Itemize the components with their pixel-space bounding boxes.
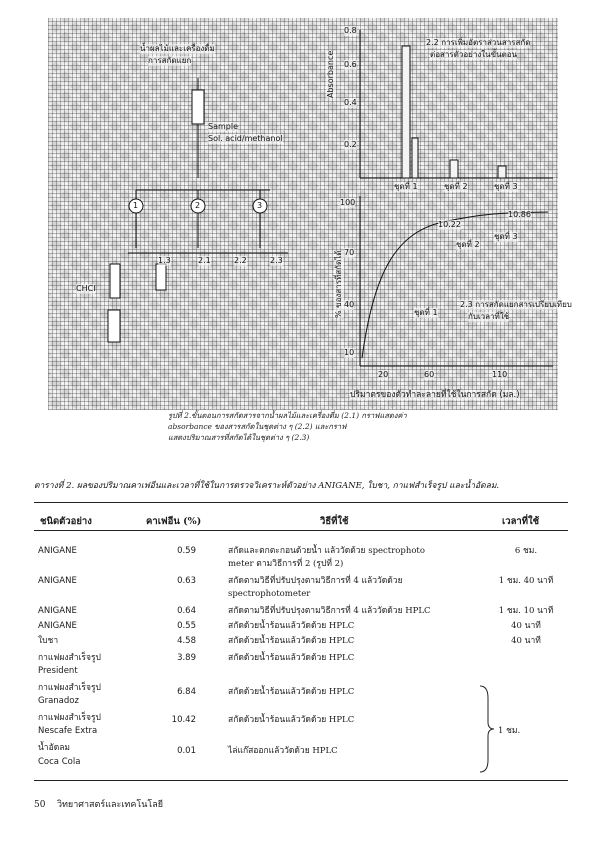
tube-1: [110, 264, 120, 298]
figure-caption: [168, 410, 468, 443]
row-4-method: สกัดด้วยน้ำร้อนแล้ววัดด้วย HPLC: [228, 621, 355, 631]
row-2-time: 1 ชม. 40 นาที: [498, 576, 554, 586]
row-9-method: ไล่แก๊สออกแล้ววัดด้วย HPLC: [228, 746, 338, 756]
row-2-method-line-2: spectrophotometer: [228, 589, 311, 599]
extraction-y-tick-0: 100: [340, 198, 356, 207]
flow-top-label-1: น้ำผลไม้และเครื่องดื่ม: [140, 44, 215, 53]
absorbance-y-tick-6: 0.2: [344, 140, 357, 149]
row-9-sample-line-1: น้ำอัดลม: [38, 743, 71, 753]
header-recovery: คาเฟอีน (%): [146, 516, 202, 527]
flow-tick-1: 1.3: [158, 256, 171, 265]
separatory-funnel: [192, 90, 204, 124]
absorbance-legend-1: 2.2 การเพิ่มอัตราส่วนสารสกัด: [426, 38, 531, 47]
row-8-sample-line-1: กาแฟผงสำเร็จรูป: [38, 713, 101, 723]
row-9-recovery: 0.01: [177, 746, 196, 756]
row-7-sample-line-1: กาแฟผงสำเร็จรูป: [38, 683, 101, 693]
row-6-sample-line-1: กาแฟผงสำเร็จรูป: [38, 653, 101, 663]
row-1-sample: ANIGANE: [38, 546, 77, 556]
flow-tick-3: 2.2: [234, 256, 247, 265]
journal-name: วิทยาศาสตร์และเทคโนโลยี: [56, 800, 163, 810]
extraction-y-axis-label: % ของสารที่สกัดได้: [334, 250, 343, 318]
extraction-x-tick-6: 110: [492, 370, 508, 379]
extraction-y-tick-6: 40: [344, 300, 355, 309]
row-6-sample-line-2: President: [38, 666, 78, 676]
caption-line-1: รูปที่ 2.ขั้นตอนการสกัดสารจากน้ำผลไม้และเครื่องดื่ม (2.1) กราฟแสดงค่า: [168, 411, 407, 420]
extraction-set-2-label: ชุดที่ 2: [456, 240, 480, 249]
row-1-method-line-1: สกัดและตกตะกอนด้วยน้ำ แล้ววัดด้วย spectrophoto: [228, 546, 425, 556]
absorbance-x-tick-1: ชุดที่ 1: [394, 182, 418, 191]
page-footer: [34, 797, 163, 811]
extraction-x-tick-1: 20: [378, 370, 389, 379]
absorbance-y-tick-2: 0.6: [344, 60, 357, 69]
row-3-method: สกัดตามวิธีที่ปรับปรุงตามวิธีการที่ 4 แล้ววัดด้วย HPLC: [228, 606, 431, 616]
row-5-time: 40 นาที: [511, 636, 541, 646]
extraction-legend-2: กับเวลาที่ใช้: [468, 312, 510, 321]
absorbance-legend-2: ต่อสารตัวอย่างในขั้นตอน: [430, 50, 518, 59]
extraction-x-tick-3: 60: [424, 370, 435, 379]
figure-2: [48, 18, 572, 410]
extraction-set-1-label: ชุดที่ 1: [414, 308, 438, 317]
flow-step-3: 3: [257, 201, 263, 210]
flow-step-1: 1: [133, 201, 139, 210]
absorbance-x-tick-2: ชุดที่ 2: [444, 182, 468, 191]
extraction-y-tick-9: 10: [344, 348, 355, 357]
flow-step-2: 2: [195, 201, 201, 210]
extraction-legend: 2.3 การสกัดแยกสารเปรียบเทียบ: [460, 300, 572, 309]
row-8-method: สกัดด้วยน้ำร้อนแล้ววัดด้วย HPLC: [228, 715, 355, 725]
absorbance-y-axis-label: Absorbance: [326, 50, 335, 98]
extraction-y-tick-3: 70: [344, 248, 355, 257]
caption-line-3: แสดงปริมาณสารที่สกัดได้ในชุดต่าง ๆ (2.3): [168, 433, 310, 442]
table-title: ตารางที่ 2. ผลของปริมาณคาเฟอีนและเวลาที่ใช้ในการตรวจวิเคราะห์ตัวอย่าง ANIGANE, ใบชา, กาแฟสำเร็จรูป และน้ำอัดลม.: [34, 481, 500, 491]
row-6-recovery: 3.89: [177, 653, 196, 663]
row-8-recovery: 10.42: [171, 715, 196, 725]
row-9-sample-line-2: Coca Cola: [38, 757, 81, 767]
flow-sample-label: Sample: [208, 122, 238, 131]
absorbance-bar-3: [450, 160, 458, 178]
row-7-recovery: 6.84: [177, 687, 196, 697]
table-top-rule: [34, 502, 568, 503]
row-3-recovery: 0.64: [177, 606, 196, 616]
row-3-sample: ANIGANE: [38, 606, 77, 616]
header-sample: ชนิดตัวอย่าง: [40, 516, 92, 527]
flow-tube-label: CHCl: [76, 284, 96, 293]
row-8-sample-line-2: Nescafe Extra: [38, 726, 98, 736]
extraction-x-axis-label: ปริมาตรของตัวทำละลายที่ใช้ในการสกัด (มล.): [350, 390, 520, 400]
table-header-rule: [34, 530, 568, 531]
extraction-annotation-1: 10.22: [438, 220, 461, 229]
row-5-sample: ใบชา: [38, 636, 59, 646]
row-5-recovery: 4.58: [177, 636, 196, 646]
absorbance-bar-2: [412, 138, 418, 178]
absorbance-y-tick-4: 0.4: [344, 98, 357, 107]
row-1-recovery: 0.59: [177, 546, 196, 556]
row-2-method-line-1: สกัดตามวิธีที่ปรับปรุงตามวิธีการที่ 4 แล้ววัดด้วย: [228, 576, 403, 586]
row-2-recovery: 0.63: [177, 576, 196, 586]
time-brace: [476, 684, 496, 774]
row-4-time: 40 นาที: [511, 621, 541, 631]
table-bottom-rule: [34, 780, 568, 781]
row-1-time: 6 ชม.: [514, 546, 538, 556]
row-2-sample: ANIGANE: [38, 576, 77, 586]
row-4-recovery: 0.55: [177, 621, 196, 631]
page-number: 50: [34, 800, 46, 810]
tube-3: [108, 310, 120, 342]
row-1-method-line-2: meter ตามวิธีการที่ 2 (รูปที่ 2): [228, 559, 344, 569]
absorbance-x-tick-3: ชุดที่ 3: [494, 182, 518, 191]
row-4-sample: ANIGANE: [38, 621, 77, 631]
row-5-method: สกัดด้วยน้ำร้อนแล้ววัดด้วย HPLC: [228, 636, 355, 646]
absorbance-bar-1: [402, 46, 410, 178]
absorbance-bar-4: [498, 166, 506, 178]
flow-tick-4: 2.3: [270, 256, 283, 265]
shared-time: 1 ชม.: [498, 726, 521, 736]
extraction-annotation-2: 10.86: [508, 210, 531, 219]
flow-tick-2: 2.1: [198, 256, 211, 265]
row-3-time: 1 ชม. 10 นาที: [498, 606, 554, 616]
flow-top-label-2: การสกัดแยก: [148, 56, 192, 65]
row-7-sample-line-2: Granadoz: [38, 696, 79, 706]
row-7-method: สกัดด้วยน้ำร้อนแล้ววัดด้วย HPLC: [228, 687, 355, 697]
caption-line-2: absorbance ของสารสกัดในชุดต่าง ๆ (2.2) และกราฟ: [168, 422, 347, 431]
header-time: เวลาที่ใช้: [502, 516, 540, 527]
extraction-curve: [362, 212, 548, 358]
flow-solvent-label: Sol. acid/methanol: [208, 134, 283, 143]
absorbance-y-tick-0: 0.8: [344, 26, 357, 35]
extraction-set-3-label: ชุดที่ 3: [494, 232, 518, 241]
figure-drawing: [48, 18, 558, 410]
header-method: วิธีที่ใช้: [320, 516, 349, 527]
row-6-method: สกัดด้วยน้ำร้อนแล้ววัดด้วย HPLC: [228, 653, 355, 663]
tube-2: [156, 264, 166, 290]
